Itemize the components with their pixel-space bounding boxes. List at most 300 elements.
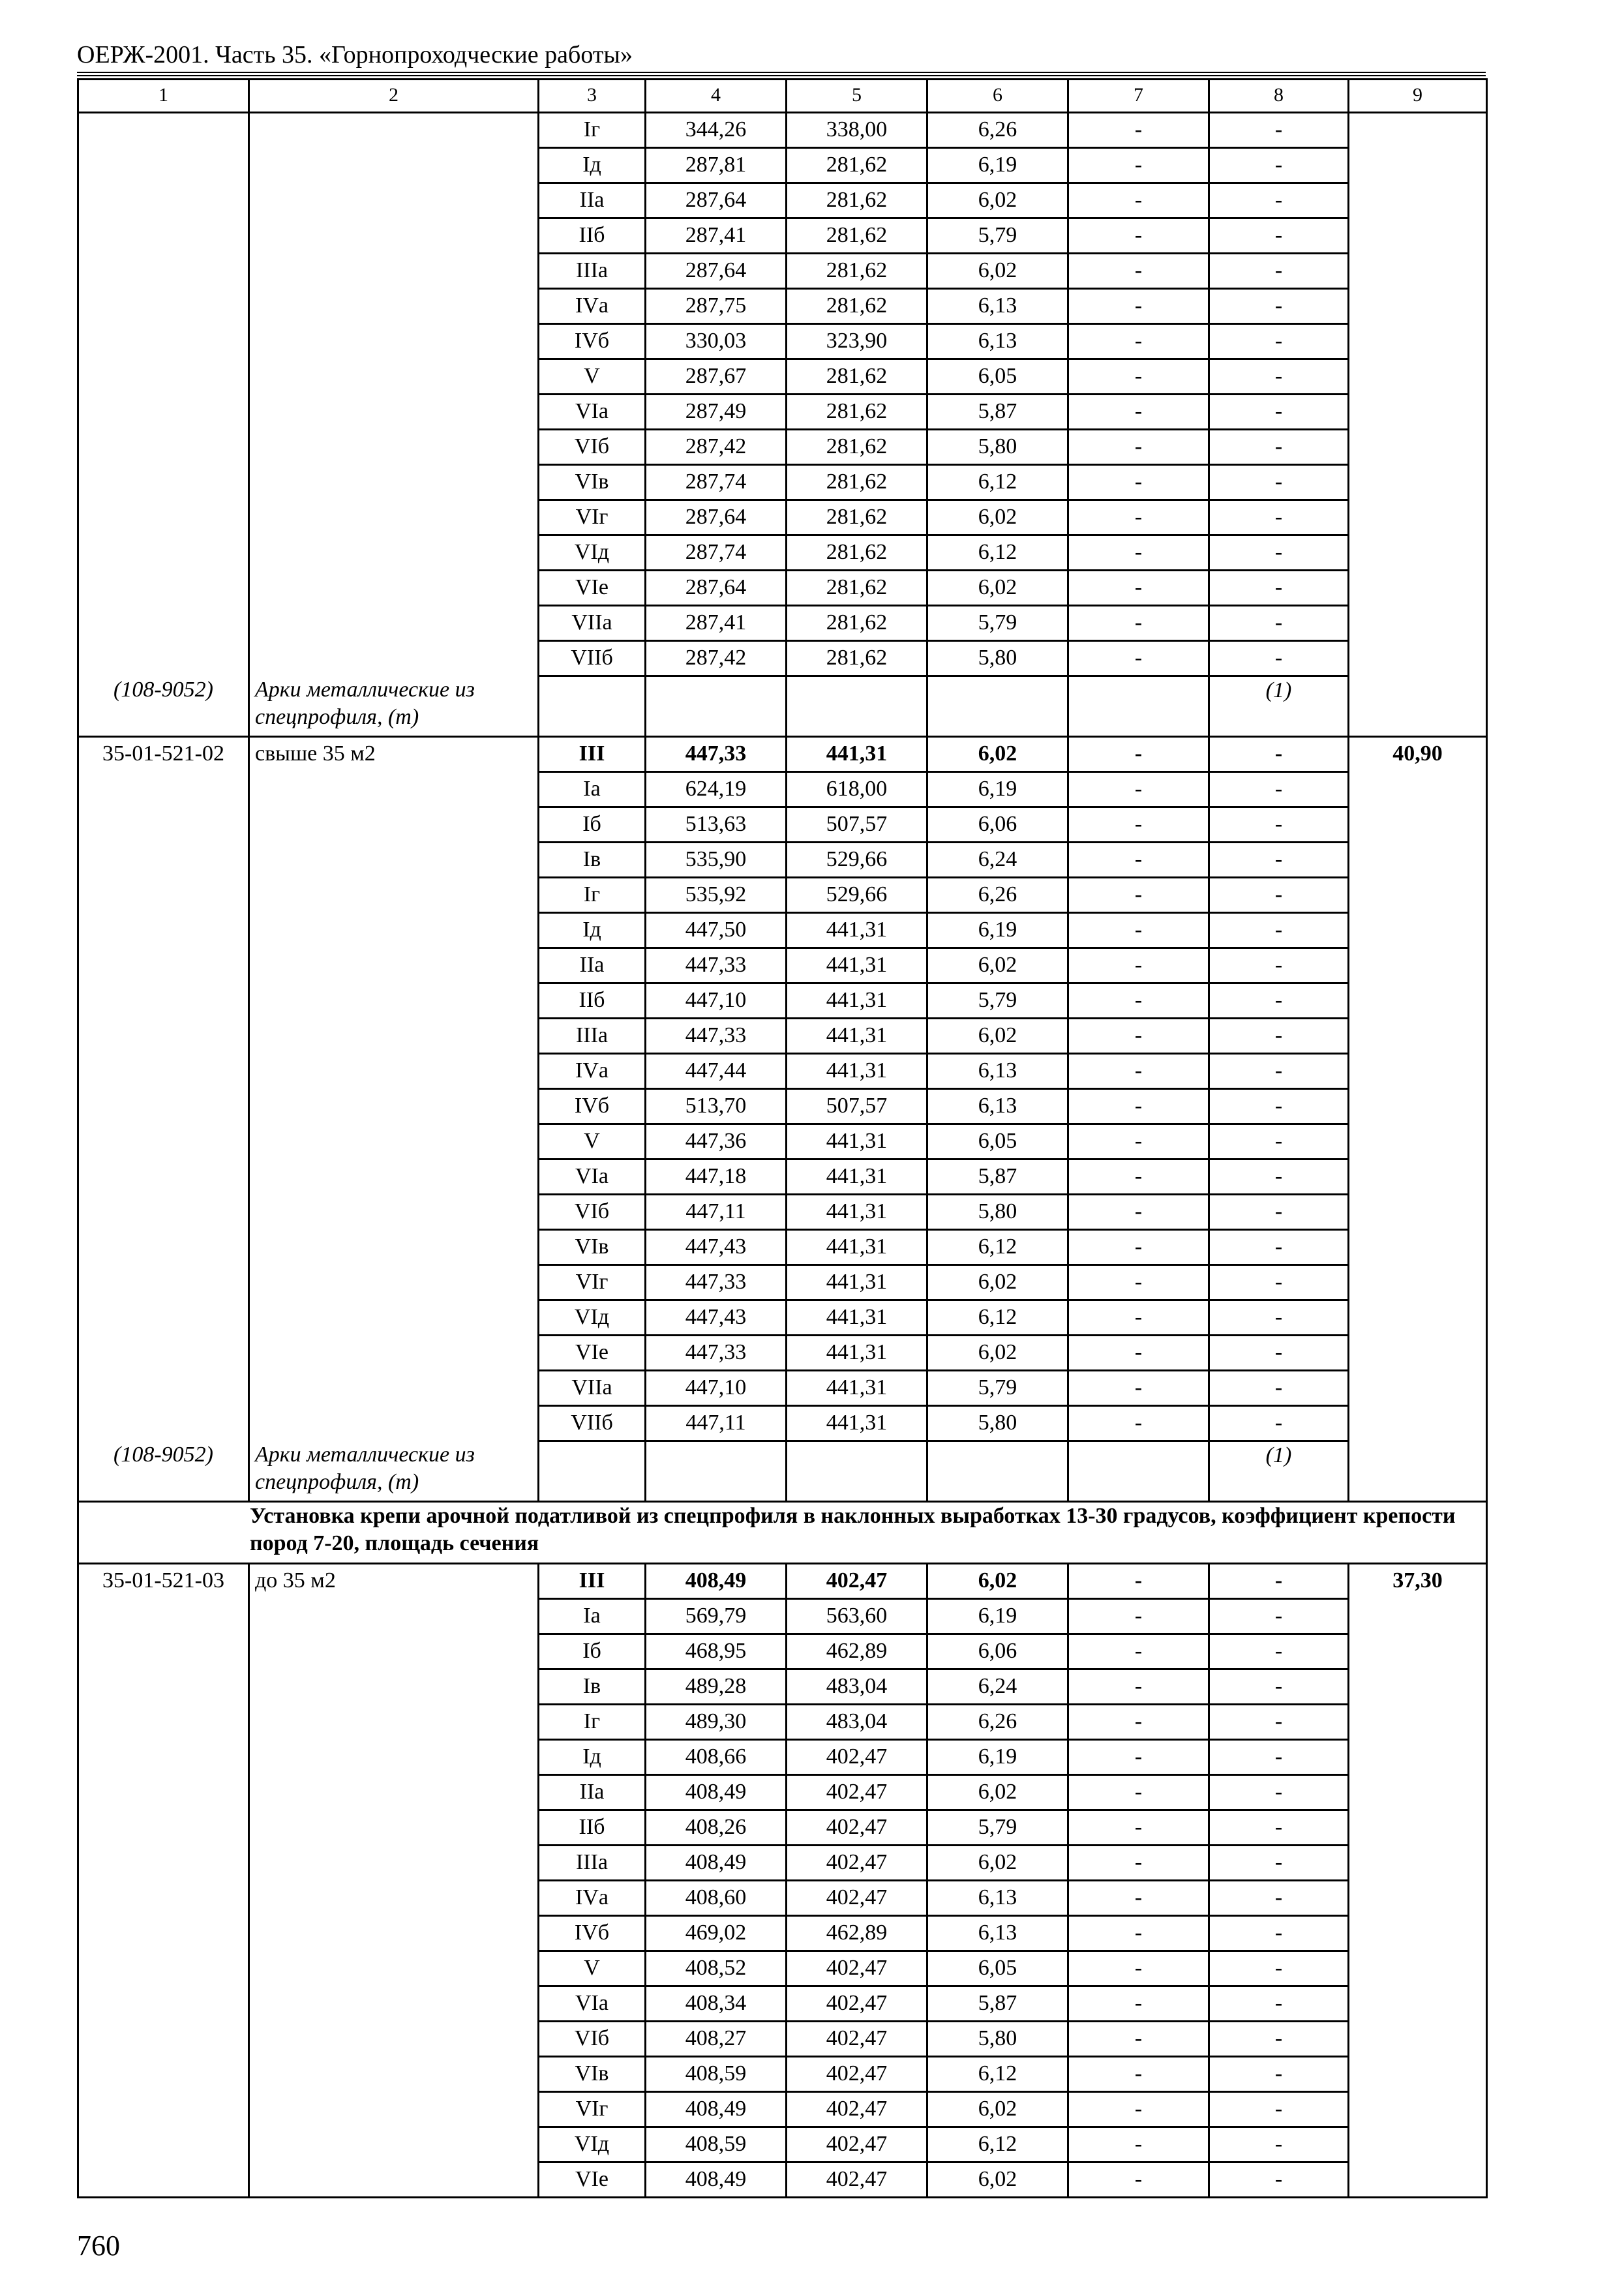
name-cell (249, 807, 539, 843)
table-row (78, 1634, 1487, 1669)
total-cell (1349, 1881, 1487, 1916)
value-cell: - (1209, 571, 1349, 606)
value-cell: - (1068, 983, 1209, 1019)
value-cell: 618,00 (787, 772, 927, 807)
name-cell (249, 1195, 539, 1230)
value-cell: - (1209, 1159, 1349, 1195)
resource-name: Арки металлические из спецпрофиля, (т) (249, 676, 539, 737)
value-cell: - (1209, 2092, 1349, 2127)
value-cell: 281,62 (787, 395, 927, 430)
name-cell (249, 1336, 539, 1371)
value-cell: 6,02 (927, 737, 1068, 772)
value-cell: 447,33 (646, 1336, 787, 1371)
code-cell (78, 1846, 249, 1881)
code-cell (78, 878, 249, 913)
value-cell: Iа (539, 772, 646, 807)
name-cell (249, 1019, 539, 1054)
value-cell: 6,13 (927, 1881, 1068, 1916)
value-cell: IIа (539, 183, 646, 218)
empty-cell (1068, 676, 1209, 737)
value-cell: - (1068, 1705, 1209, 1740)
value-cell: 447,33 (646, 1265, 787, 1300)
value-cell: - (1209, 1775, 1349, 1810)
value-cell: V (539, 359, 646, 395)
value-cell: - (1068, 1564, 1209, 1599)
total-cell (1349, 1951, 1487, 1986)
value-cell: 287,41 (646, 218, 787, 254)
total-cell (1349, 606, 1487, 641)
value-cell: - (1209, 2057, 1349, 2092)
name-cell (249, 913, 539, 948)
value-cell: 441,31 (787, 983, 927, 1019)
value-cell: - (1068, 2092, 1209, 2127)
code-cell (78, 641, 249, 676)
value-cell: - (1209, 254, 1349, 289)
value-cell: 513,70 (646, 1089, 787, 1124)
value-cell: - (1209, 1705, 1349, 1740)
table-row (78, 148, 1487, 183)
value-cell: 5,79 (927, 218, 1068, 254)
empty-cell (927, 676, 1068, 737)
name-cell (249, 1599, 539, 1634)
name-cell (249, 1846, 539, 1881)
value-cell: 408,52 (646, 1951, 787, 1986)
total-cell (1349, 1230, 1487, 1265)
value-cell: 287,64 (646, 571, 787, 606)
name-cell (249, 1810, 539, 1846)
value-cell: - (1068, 2057, 1209, 2092)
total-cell (1349, 535, 1487, 571)
value-cell: 408,34 (646, 1986, 787, 2022)
value-cell: - (1068, 1740, 1209, 1775)
value-cell: - (1068, 1371, 1209, 1406)
name-cell (249, 148, 539, 183)
value-cell: - (1209, 1054, 1349, 1089)
total-cell (1349, 1669, 1487, 1705)
value-cell: - (1209, 1951, 1349, 1986)
table-row (78, 2162, 1487, 2198)
value-cell: VIд (539, 2127, 646, 2162)
value-cell: 6,24 (927, 843, 1068, 878)
code-cell (78, 606, 249, 641)
value-cell: 402,47 (787, 2092, 927, 2127)
table-row (78, 983, 1487, 1019)
column-number: 3 (539, 80, 646, 113)
value-cell: - (1068, 878, 1209, 913)
column-number: 9 (1349, 80, 1487, 113)
name-cell (249, 1669, 539, 1705)
code-cell (78, 254, 249, 289)
value-cell: 441,31 (787, 1019, 927, 1054)
column-number: 6 (927, 80, 1068, 113)
value-cell: VIе (539, 1336, 646, 1371)
total-cell (1349, 641, 1487, 676)
resource-qty: (1) (1209, 1441, 1349, 1502)
code-cell (78, 1265, 249, 1300)
resource-qty: (1) (1209, 676, 1349, 737)
table-row (78, 113, 1487, 148)
code-cell (78, 1916, 249, 1951)
table-row (78, 1669, 1487, 1705)
value-cell: - (1209, 1371, 1349, 1406)
code-cell (78, 1124, 249, 1159)
value-cell: - (1068, 113, 1209, 148)
value-cell: - (1068, 500, 1209, 535)
value-cell: 6,02 (927, 1019, 1068, 1054)
code-cell (78, 113, 249, 148)
value-cell: 323,90 (787, 324, 927, 359)
value-cell: 287,81 (646, 148, 787, 183)
table-row (78, 737, 1487, 772)
value-cell: - (1068, 218, 1209, 254)
code-cell (78, 948, 249, 983)
value-cell: 469,02 (646, 1916, 787, 1951)
value-cell: VIа (539, 395, 646, 430)
value-cell: - (1068, 2162, 1209, 2198)
name-cell (249, 2092, 539, 2127)
code-cell (78, 1599, 249, 1634)
value-cell: 6,12 (927, 1300, 1068, 1336)
value-cell: 447,43 (646, 1300, 787, 1336)
value-cell: 281,62 (787, 606, 927, 641)
value-cell: 402,47 (787, 1775, 927, 1810)
value-cell: Iг (539, 113, 646, 148)
value-cell: - (1209, 843, 1349, 878)
value-cell: 447,11 (646, 1195, 787, 1230)
value-cell: 489,28 (646, 1669, 787, 1705)
value-cell: - (1209, 1564, 1349, 1599)
value-cell: - (1068, 1846, 1209, 1881)
value-cell: 462,89 (787, 1634, 927, 1669)
code-cell (78, 289, 249, 324)
total-cell (1349, 1775, 1487, 1810)
name-cell (249, 395, 539, 430)
value-cell: 287,42 (646, 430, 787, 465)
value-cell: - (1209, 1740, 1349, 1775)
name-cell (249, 1265, 539, 1300)
value-cell: 447,44 (646, 1054, 787, 1089)
value-cell: - (1209, 1916, 1349, 1951)
value-cell: - (1068, 535, 1209, 571)
value-cell: 287,74 (646, 535, 787, 571)
value-cell: 281,62 (787, 641, 927, 676)
name-cell (249, 1054, 539, 1089)
value-cell: 441,31 (787, 1371, 927, 1406)
table-row (78, 395, 1487, 430)
code-cell (78, 1371, 249, 1406)
table-row (78, 772, 1487, 807)
value-cell: - (1209, 465, 1349, 500)
name-cell (249, 254, 539, 289)
value-cell: 447,10 (646, 983, 787, 1019)
value-cell: VIа (539, 1986, 646, 2022)
value-cell: VIIб (539, 1406, 646, 1441)
name-cell (249, 2162, 539, 2198)
value-cell: 447,11 (646, 1406, 787, 1441)
value-cell: 6,13 (927, 1054, 1068, 1089)
value-cell: VIб (539, 2022, 646, 2057)
value-cell: - (1068, 948, 1209, 983)
value-cell: Iд (539, 148, 646, 183)
value-cell: 402,47 (787, 1564, 927, 1599)
value-cell: - (1209, 948, 1349, 983)
code-cell (78, 1951, 249, 1986)
value-cell: - (1209, 878, 1349, 913)
value-cell: 6,12 (927, 535, 1068, 571)
table-row (78, 1916, 1487, 1951)
value-cell: 281,62 (787, 148, 927, 183)
name-cell (249, 2022, 539, 2057)
value-cell: 483,04 (787, 1705, 927, 1740)
total-cell (1349, 807, 1487, 843)
table-row (78, 1705, 1487, 1740)
value-cell: - (1209, 606, 1349, 641)
value-cell: 441,31 (787, 1300, 927, 1336)
table-row (78, 324, 1487, 359)
name-cell (249, 218, 539, 254)
value-cell: - (1068, 324, 1209, 359)
value-cell: III (539, 1564, 646, 1599)
total-cell: 40,90 (1349, 737, 1487, 772)
value-cell: 287,74 (646, 465, 787, 500)
total-cell (1349, 1265, 1487, 1300)
value-cell: VIа (539, 1159, 646, 1195)
value-cell: VIв (539, 1230, 646, 1265)
value-cell: 281,62 (787, 183, 927, 218)
value-cell: Iг (539, 1705, 646, 1740)
value-cell: 6,02 (927, 500, 1068, 535)
value-cell: - (1209, 324, 1349, 359)
code-cell (78, 395, 249, 430)
value-cell: 402,47 (787, 2057, 927, 2092)
total-cell (1349, 1705, 1487, 1740)
value-cell: 6,02 (927, 571, 1068, 606)
value-cell: 447,43 (646, 1230, 787, 1265)
column-number: 5 (787, 80, 927, 113)
value-cell: - (1068, 148, 1209, 183)
value-cell: - (1209, 772, 1349, 807)
column-number: 4 (646, 80, 787, 113)
value-cell: - (1068, 2022, 1209, 2057)
table-row (78, 1406, 1487, 1441)
value-cell: VIб (539, 430, 646, 465)
value-cell: - (1209, 1265, 1349, 1300)
name-cell (249, 948, 539, 983)
value-cell: - (1209, 1846, 1349, 1881)
value-cell: V (539, 1124, 646, 1159)
total-cell (1349, 1371, 1487, 1406)
value-cell: VIб (539, 1195, 646, 1230)
name-cell (249, 843, 539, 878)
total-cell (1349, 2127, 1487, 2162)
value-cell: VIг (539, 500, 646, 535)
total-cell (1349, 843, 1487, 878)
value-cell: - (1209, 1669, 1349, 1705)
code-cell (78, 1705, 249, 1740)
table-row (78, 1300, 1487, 1336)
table-row (78, 2057, 1487, 2092)
value-cell: 402,47 (787, 2022, 927, 2057)
value-cell: - (1068, 1810, 1209, 1846)
code-cell (78, 1881, 249, 1916)
value-cell: 6,06 (927, 807, 1068, 843)
value-cell: 6,13 (927, 1089, 1068, 1124)
value-cell: 6,12 (927, 1230, 1068, 1265)
value-cell: 281,62 (787, 430, 927, 465)
value-cell: IIа (539, 1775, 646, 1810)
code-cell (78, 1054, 249, 1089)
code-cell (78, 1406, 249, 1441)
page-header: ОЕРЖ-2001. Часть 35. «Горнопроходческие работы» (77, 41, 633, 68)
table-row (78, 254, 1487, 289)
code-cell (78, 983, 249, 1019)
total-cell (1349, 324, 1487, 359)
code-cell (78, 1740, 249, 1775)
value-cell: - (1068, 183, 1209, 218)
norms-table (77, 78, 1488, 2198)
value-cell: - (1209, 2127, 1349, 2162)
code-cell (78, 1669, 249, 1705)
total-cell (1349, 772, 1487, 807)
total-cell (1349, 676, 1487, 737)
empty-cell (787, 676, 927, 737)
value-cell: - (1209, 148, 1349, 183)
value-cell: 6,19 (927, 913, 1068, 948)
name-cell (249, 1916, 539, 1951)
value-cell: - (1209, 535, 1349, 571)
value-cell: - (1068, 2127, 1209, 2162)
table-row (78, 1775, 1487, 1810)
value-cell: 441,31 (787, 1265, 927, 1300)
value-cell: VIв (539, 465, 646, 500)
column-number: 2 (249, 80, 539, 113)
value-cell: - (1209, 807, 1349, 843)
value-cell: 402,47 (787, 1810, 927, 1846)
value-cell: 5,79 (927, 606, 1068, 641)
value-cell: 6,13 (927, 324, 1068, 359)
value-cell: IIIа (539, 1019, 646, 1054)
code-cell (78, 2022, 249, 2057)
value-cell: - (1068, 1265, 1209, 1300)
table-row (78, 1846, 1487, 1881)
value-cell: 563,60 (787, 1599, 927, 1634)
total-cell (1349, 1634, 1487, 1669)
name-cell (249, 1705, 539, 1740)
total-cell (1349, 1916, 1487, 1951)
empty-cell (539, 1441, 646, 1502)
value-cell: Iд (539, 913, 646, 948)
table-row (78, 2092, 1487, 2127)
value-cell: - (1209, 1230, 1349, 1265)
total-cell (1349, 1336, 1487, 1371)
value-cell: IIIа (539, 254, 646, 289)
total-cell (1349, 878, 1487, 913)
table-row (78, 1054, 1487, 1089)
value-cell: - (1209, 1810, 1349, 1846)
value-cell: IIIа (539, 1846, 646, 1881)
code-cell (78, 430, 249, 465)
value-cell: - (1209, 1019, 1349, 1054)
name-cell (249, 2127, 539, 2162)
value-cell: 6,19 (927, 148, 1068, 183)
code-cell (78, 1159, 249, 1195)
total-cell (1349, 1054, 1487, 1089)
code-cell (78, 2162, 249, 2198)
value-cell: IIа (539, 948, 646, 983)
value-cell: 441,31 (787, 1054, 927, 1089)
value-cell: - (1209, 183, 1349, 218)
code-cell (78, 1986, 249, 2022)
value-cell: - (1068, 395, 1209, 430)
value-cell: 330,03 (646, 324, 787, 359)
value-cell: 408,66 (646, 1740, 787, 1775)
value-cell: IVа (539, 1054, 646, 1089)
value-cell: - (1209, 500, 1349, 535)
value-cell: 281,62 (787, 254, 927, 289)
empty-cell (539, 676, 646, 737)
value-cell: - (1209, 1336, 1349, 1371)
total-cell (1349, 1441, 1487, 1502)
table-row (78, 1265, 1487, 1300)
value-cell: 5,80 (927, 1406, 1068, 1441)
table-row (78, 1371, 1487, 1406)
value-cell: - (1068, 1881, 1209, 1916)
code-cell (78, 148, 249, 183)
value-cell: 447,33 (646, 948, 787, 983)
code-cell (78, 1810, 249, 1846)
value-cell: 507,57 (787, 1089, 927, 1124)
table-row (78, 571, 1487, 606)
name-cell (249, 1159, 539, 1195)
table-row (78, 535, 1487, 571)
value-cell: - (1068, 359, 1209, 395)
value-cell: 5,79 (927, 1371, 1068, 1406)
value-cell: 408,49 (646, 2162, 787, 2198)
code-cell (78, 913, 249, 948)
table-row (78, 1441, 1487, 1502)
name-cell (249, 1124, 539, 1159)
table-row (78, 1599, 1487, 1634)
value-cell: 281,62 (787, 289, 927, 324)
name-cell (249, 113, 539, 148)
code-cell (78, 535, 249, 571)
value-cell: - (1068, 465, 1209, 500)
value-cell: 281,62 (787, 500, 927, 535)
value-cell: 441,31 (787, 913, 927, 948)
value-cell: 408,49 (646, 1564, 787, 1599)
table-row (78, 1230, 1487, 1265)
empty-cell (646, 1441, 787, 1502)
code-cell (78, 1230, 249, 1265)
table-row (78, 80, 1487, 113)
resource-code: (108-9052) (78, 1441, 249, 1502)
table-row (78, 430, 1487, 465)
value-cell: IVб (539, 1089, 646, 1124)
value-cell: - (1209, 737, 1349, 772)
table-row (78, 1336, 1487, 1371)
value-cell: 402,47 (787, 1881, 927, 1916)
value-cell: - (1068, 606, 1209, 641)
name-cell (249, 878, 539, 913)
value-cell: 447,36 (646, 1124, 787, 1159)
name-cell (249, 606, 539, 641)
code-cell (78, 571, 249, 606)
value-cell: - (1209, 1881, 1349, 1916)
value-cell: 447,33 (646, 1019, 787, 1054)
name-cell (249, 1300, 539, 1336)
table-row (78, 359, 1487, 395)
value-cell: - (1068, 571, 1209, 606)
